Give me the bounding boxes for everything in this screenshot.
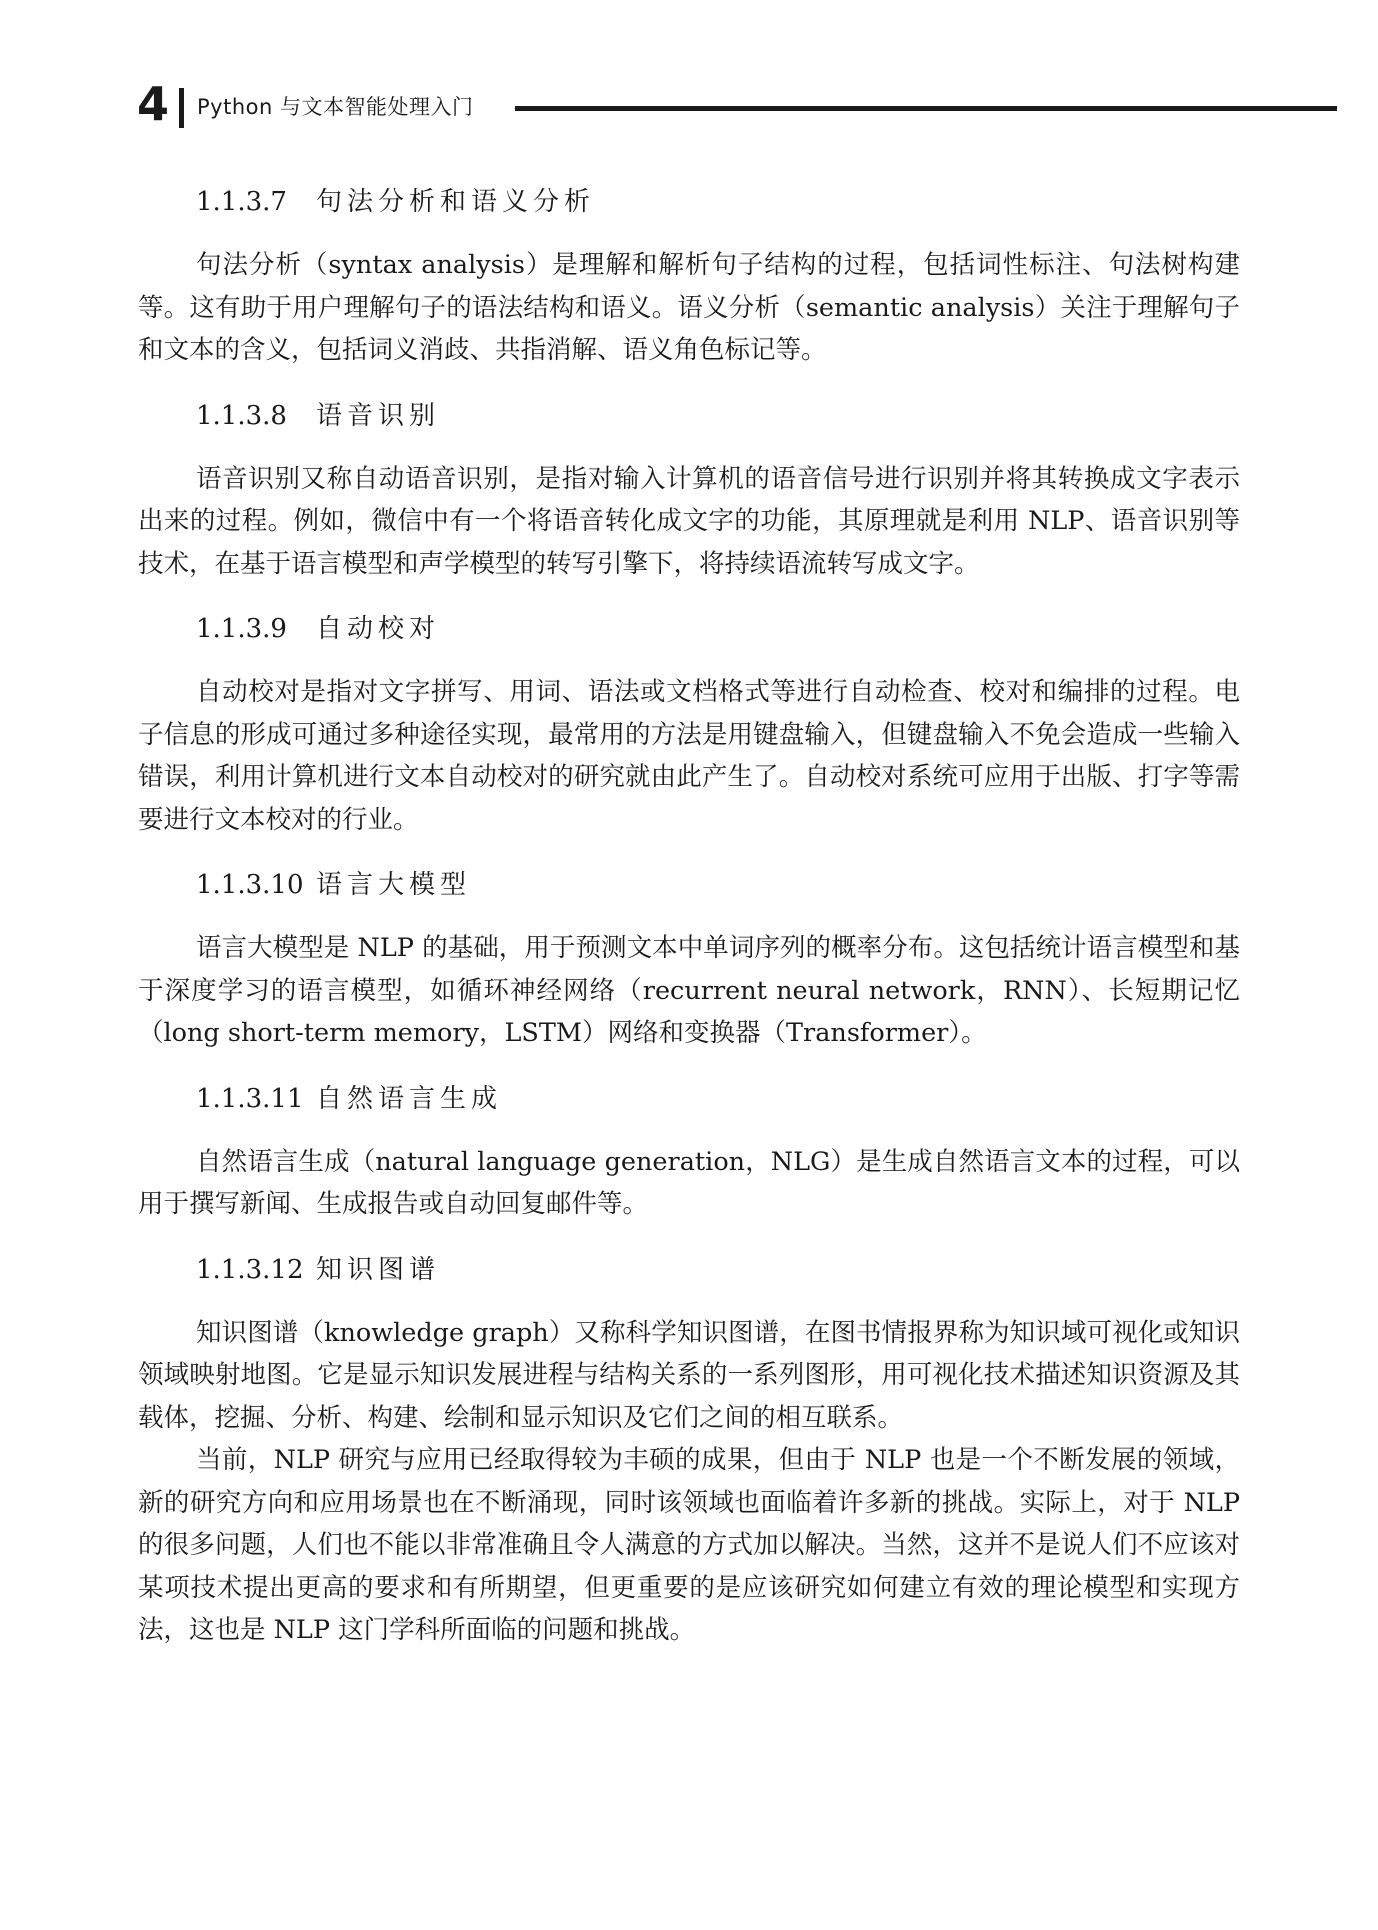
page-body <box>138 180 1240 1674</box>
paragraph: 自动校对是指对文字拼写、用词、语法或文档格式等进行自动检查、校对和编排的过程。电子信息的形成可通过多种途径实现，最常用的方法是用键盘输入，但键盘输入不免会造成一些输入错误，利用计算机进行文本自动校对的研究就由此产生了。自动校对系统可应用于出版、打字等需要进行文本校对的行业。 <box>138 677 1240 835</box>
header-rule <box>515 106 1337 111</box>
section-number: 1.1.3.9 <box>196 614 287 644</box>
page-number: 4 <box>137 77 170 131</box>
book-title: Python 与文本智能处理入门 <box>197 95 474 119</box>
section-heading <box>196 394 1240 438</box>
paragraph: 语言大模型是 NLP 的基础，用于预测文本中单词序列的概率分布。这包括统计语言模型和基于深度学习的语言模型，如循环神经网络（recurrent neural network，RNN）、长短期记忆（long short-term memory，LSTM）网络和变换器（Transformer）。 <box>138 933 1240 1048</box>
section-title: 语言大模型 <box>316 870 472 900</box>
header-bar <box>179 88 184 128</box>
section-number: 1.1.3.10 <box>196 870 304 900</box>
section-number: 1.1.3.12 <box>196 1254 304 1285</box>
section-heading <box>196 1077 1240 1121</box>
paragraph: 自然语言生成（natural language generation，NLG）是生成自然语言文本的过程，可以用于撰写新闻、生成报告或自动回复邮件等。 <box>138 1146 1240 1219</box>
section-title: 自动校对 <box>316 614 441 644</box>
section-title: 自然语言生成 <box>316 1083 503 1114</box>
section-title: 语音识别 <box>316 400 441 431</box>
section-heading <box>196 863 1240 907</box>
section-heading <box>196 180 1240 224</box>
section-heading <box>196 1248 1240 1292</box>
page-header <box>137 77 1337 132</box>
section-heading <box>196 607 1240 651</box>
paragraph: 当前，NLP 研究与应用已经取得较为丰硕的成果，但由于 NLP 也是一个不断发展的领域，新的研究方向和应用场景也在不断涌现，同时该领域也面临着许多新的挑战。实际上，对于 NLP 的很多问题，人们也不能以非常准确且令人满意的方式加以解决。当然，这并不是说人们不应该对某项技术提出更高的要求和有所期望，但更重要的是应该研究如何建立有效的理论模型和实现方法，这也是 NLP 这门学科所面临的问题和挑战。 <box>138 1445 1240 1645</box>
paragraph: 句法分析（syntax analysis）是理解和解析句子结构的过程，包括词性标注、句法树构建等。这有助于用户理解句子的语法结构和语义。语义分析（semantic analysis）关注于理解句子和文本的含义，包括词义消歧、共指消解、语义角色标记等。 <box>138 250 1240 365</box>
section-number: 1.1.3.11 <box>196 1083 304 1114</box>
paragraph: 语音识别又称自动语音识别，是指对输入计算机的语音信号进行识别并将其转换成文字表示出来的过程。例如，微信中有一个将语音转化成文字的功能，其原理就是利用 NLP、语音识别等技术，在基于语言模型和声学模型的转写引擎下，将持续语流转写成文字。 <box>138 463 1240 579</box>
paragraph: 知识图谱（knowledge graph）又称科学知识图谱，在图书情报界称为知识域可视化或知识领域映射地图。它是显示知识发展进程与结构关系的一系列图形，用可视化技术描述知识资源及其载体，挖掘、分析、构建、绘制和显示知识及它们之间的相互联系。 <box>138 1317 1240 1433</box>
section-number: 1.1.3.7 <box>196 187 287 217</box>
section-title: 知识图谱 <box>316 1254 441 1285</box>
section-number: 1.1.3.8 <box>196 400 287 431</box>
section-title: 句法分析和语义分析 <box>316 187 596 217</box>
